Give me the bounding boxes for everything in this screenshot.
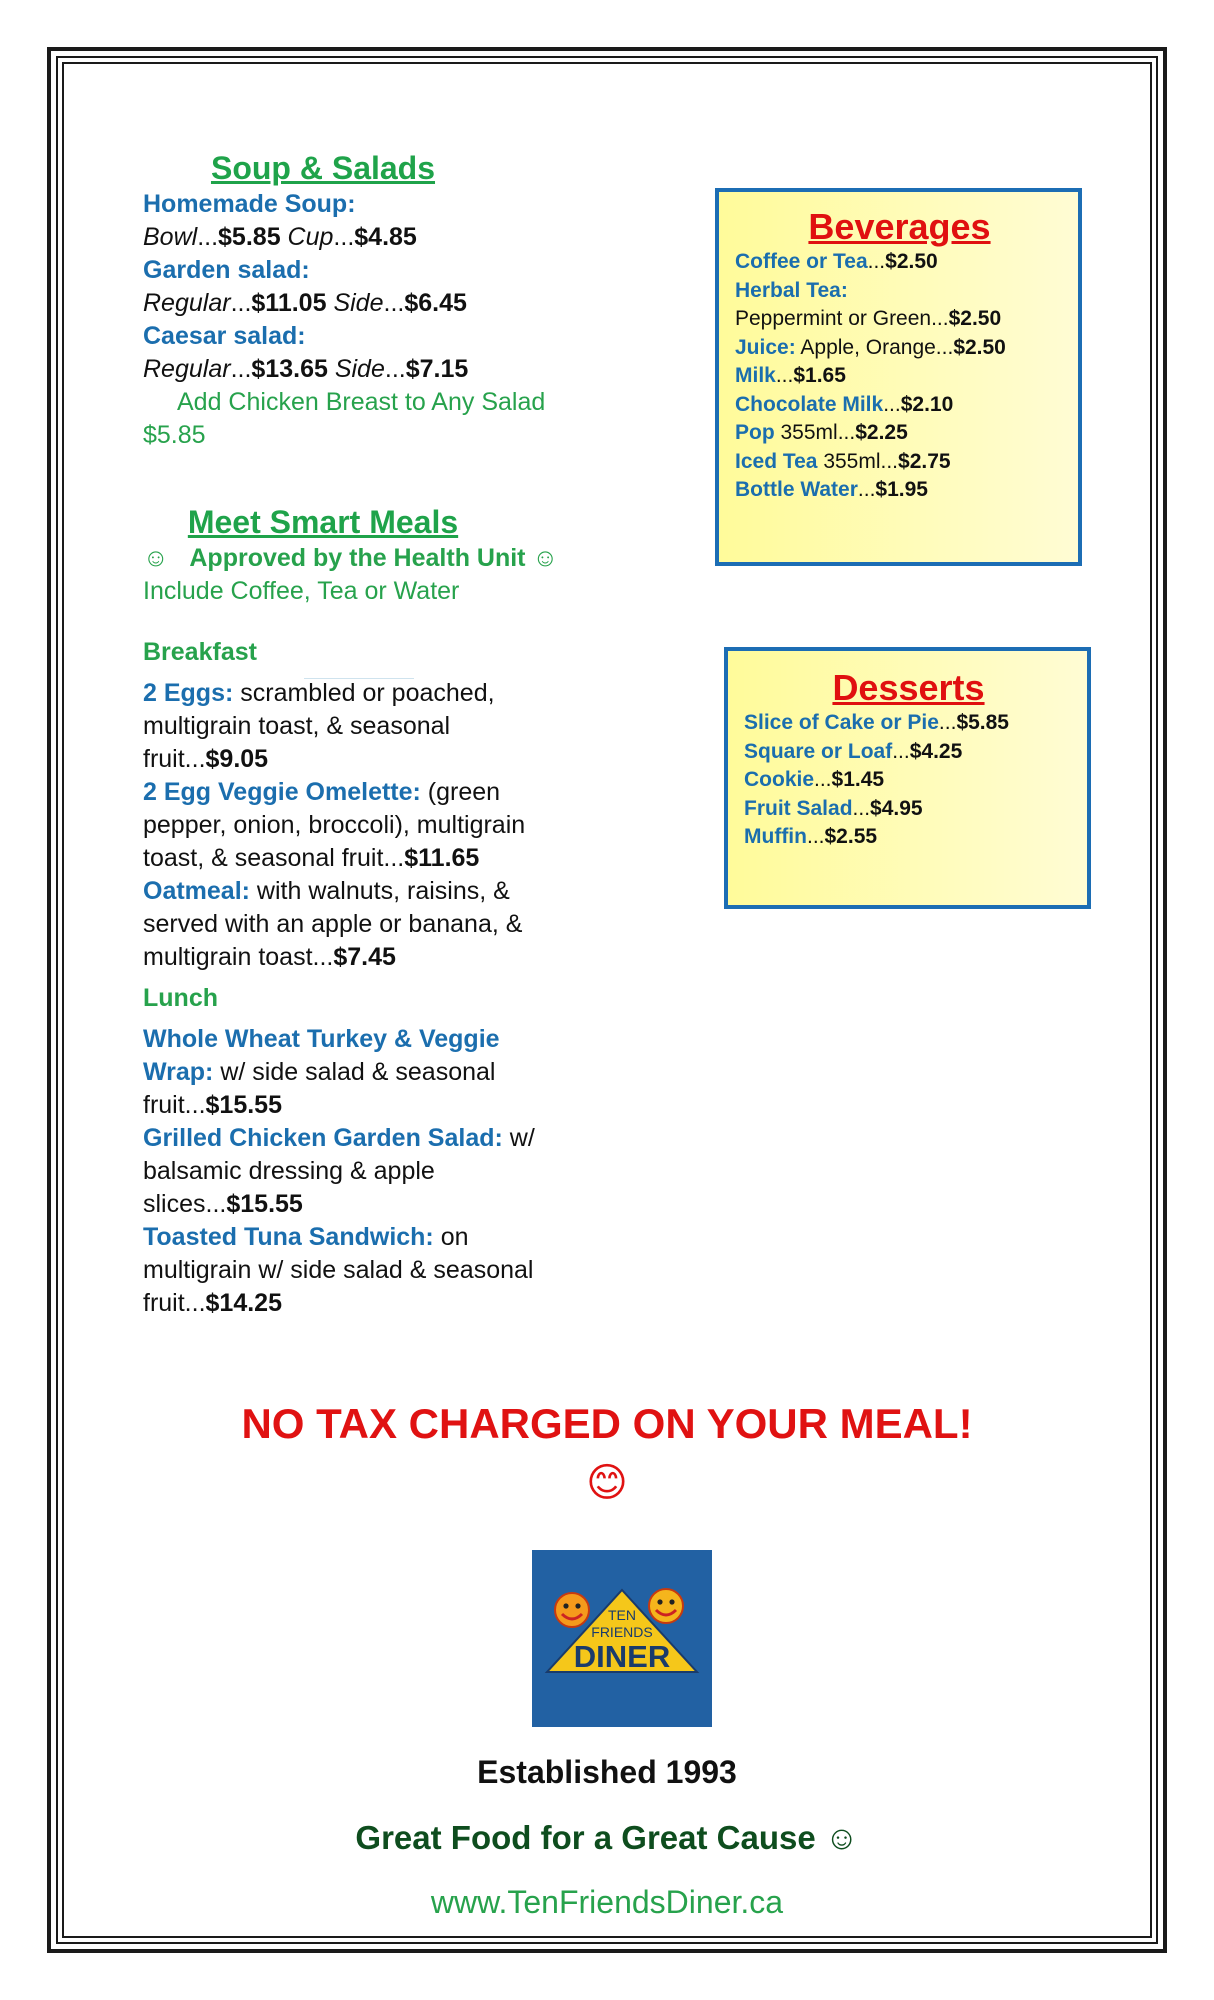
beverages-box (715, 188, 1082, 566)
dessert-item: Slice of Cake or Pie...$5.85 (744, 711, 1009, 734)
garden-side-price: $6.45 (404, 289, 467, 317)
soup-cup-price: $4.85 (354, 223, 417, 251)
caesar-regular-price: $13.65 (251, 355, 328, 383)
logo-text-ten: TEN (608, 1607, 636, 1623)
slogan-text: Great Food for a Great Cause ☺ (355, 1819, 859, 1856)
soup-salads-title: Soup & Salads (210, 150, 436, 186)
ten-friends-diner-logo (532, 1550, 712, 1727)
beverage-item-herbal: Herbal Tea: (735, 278, 848, 302)
dessert-item: Fruit Salad...$4.95 (744, 796, 923, 820)
divider-line (304, 678, 414, 679)
caesar-salad-label: Caesar salad: (143, 322, 306, 350)
dessert-item: Cookie...$1.45 (744, 768, 885, 791)
smiley-icon: ☺ (532, 544, 558, 572)
beverage-item: Milk...$1.65 (735, 364, 846, 387)
health-unit-line (143, 542, 563, 575)
established-text: Established 1993 (477, 1754, 737, 1790)
lunch-item: Toasted Tuna Sandwich: on multigrain w/ side salad & seasonal fruit...$14.25 (143, 1223, 534, 1317)
add-chicken-note: Add Chicken Breast to Any Salad (177, 388, 546, 416)
breakfast-item: Oatmeal: with walnuts, raisins, & served with an apple or banana, & multigrain toast...$7.45 (143, 877, 523, 971)
caesar-salad-prices: Regular...$13.65 Side...$7.15 (143, 355, 469, 383)
include-drinks-note: Include Coffee, Tea or Water (143, 577, 460, 605)
soup-prices: Bowl...$5.85 Cup...$4.85 (143, 223, 417, 251)
caesar-side-price: $7.15 (405, 355, 469, 383)
lunch-item: Whole Wheat Turkey & Veggie Wrap: w/ side salad & seasonal fruit...$15.55 (143, 1025, 500, 1119)
desserts-title: Desserts (832, 667, 985, 708)
logo-smiley-left-icon (555, 1593, 589, 1627)
logo-text-friends: FRIENDS (591, 1624, 653, 1640)
soup-bowl-label: Bowl (143, 223, 198, 251)
beverage-item: Peppermint or Green...$2.50 (735, 307, 1002, 330)
soup-cup-label: Cup (287, 223, 334, 251)
dessert-item: Muffin...$2.55 (744, 825, 878, 848)
add-chicken-price: $5.85 (143, 421, 206, 449)
left-column (143, 148, 563, 1320)
garden-salad-prices: Regular...$11.05 Side...$6.45 (143, 289, 467, 317)
garden-side-label: Side (333, 289, 384, 317)
breakfast-heading: Breakfast (143, 638, 257, 666)
smile-icon: 😊 (586, 1461, 628, 1505)
desserts-box (724, 647, 1091, 909)
caesar-regular-label: Regular (143, 355, 231, 383)
logo-text-diner: DINER (573, 1639, 671, 1674)
garden-salad-label: Garden salad: (143, 256, 310, 284)
dessert-item: Square or Loaf...$4.25 (744, 739, 963, 763)
smiley-icon: ☺ (143, 544, 169, 572)
beverage-item: Juice: Apple, Orange...$2.50 (735, 335, 1006, 359)
lunch-item: Grilled Chicken Garden Salad: w/ balsamic dressing & apple slices...$15.55 (143, 1124, 535, 1218)
website-link[interactable]: www.TenFriendsDiner.ca (430, 1884, 784, 1920)
breakfast-item: 2 Egg Veggie Omelette: (green pepper, onion, broccoli), multigrain toast, & seasonal fruit...$11.65 (143, 778, 526, 872)
beverages-title: Beverages (808, 206, 991, 247)
no-tax-banner: NO TAX CHARGED ON YOUR MEAL! (241, 1400, 973, 1447)
breakfast-item: 2 Eggs: scrambled or poached, multigrain toast, & seasonal fruit...$9.05 (143, 679, 495, 773)
logo-graphic (532, 1550, 712, 1727)
smart-meals-title: Meet Smart Meals (187, 504, 459, 540)
garden-regular-label: Regular (143, 289, 231, 317)
caesar-side-label: Side (334, 355, 385, 383)
beverage-item: Iced Tea 355ml...$2.75 (735, 449, 951, 473)
soup-bowl-price: $5.85 (218, 223, 281, 251)
lunch-heading: Lunch (143, 984, 218, 1012)
beverage-item: Bottle Water...$1.95 (735, 478, 928, 501)
homemade-soup-label: Homemade Soup: (143, 190, 356, 218)
garden-regular-price: $11.05 (251, 289, 327, 317)
approved-text: Approved by the Health Unit (189, 544, 526, 572)
beverage-item: Coffee or Tea...$2.50 (735, 250, 938, 273)
logo-smiley-right-icon (649, 1589, 683, 1623)
beverage-item: Pop 355ml...$2.25 (735, 421, 908, 444)
beverage-item: Chocolate Milk...$2.10 (735, 392, 954, 416)
